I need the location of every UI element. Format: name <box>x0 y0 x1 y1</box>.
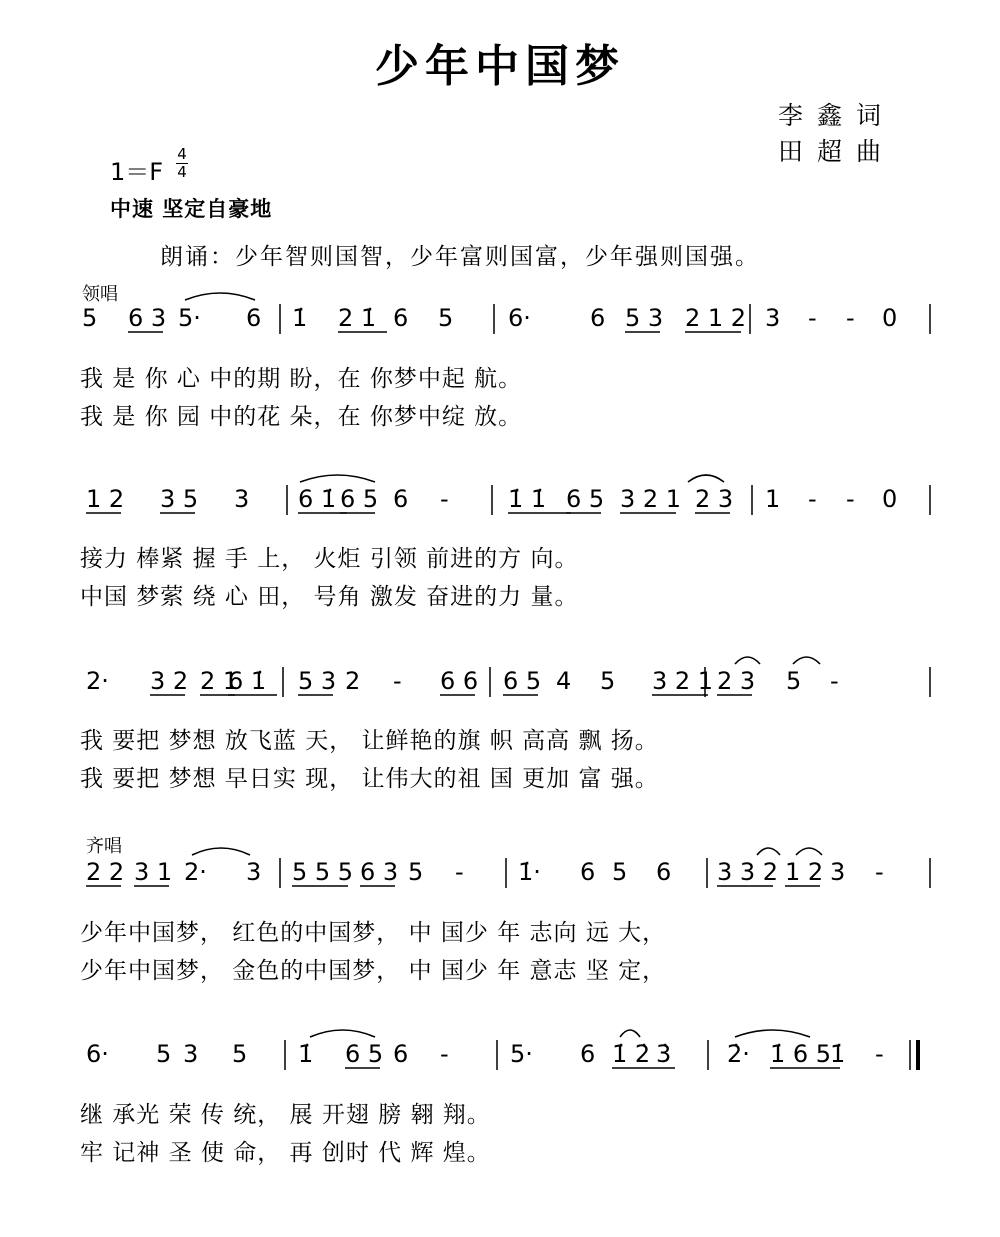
slur-arc <box>757 848 780 855</box>
note-token: 5 <box>786 667 802 695</box>
note-token: 2 1 <box>200 667 239 695</box>
note-token: 1 <box>765 485 781 513</box>
note-token: 2 1̇ <box>338 304 377 332</box>
note-token: 6 <box>393 485 409 513</box>
note-token: 4 <box>556 667 572 695</box>
note-token: 6 5 <box>345 1040 384 1068</box>
lyrics-line-5-verse-1: 继 承光 荣 传 统， 展 开翅 膀 翱 翔。 <box>80 1102 491 1128</box>
note-token: 6 <box>393 1040 409 1068</box>
slur-arc <box>796 848 822 855</box>
tempo-marking: 中速 坚定自豪地 <box>110 197 273 221</box>
lyrics-line-1-verse-2: 我 是 你 园 中的花 朵，在 你梦中绽 放。 <box>80 404 523 430</box>
note-token: - <box>440 1040 449 1068</box>
lyricist-credit: 李鑫词 <box>778 101 896 130</box>
note-token: 1 2 <box>86 485 125 513</box>
note-token: 5 3 <box>298 667 337 695</box>
time-numerator: 4 <box>177 145 187 163</box>
lyrics-line-4-verse-2: 少年中国梦， 金色的中国梦， 中 国少 年 意志 坚 定， <box>80 958 667 984</box>
note-token: 1̇ 1̇ <box>508 485 547 513</box>
note-token: 6 3 <box>128 304 167 332</box>
note-token: 5· <box>510 1040 533 1068</box>
note-token: 6 <box>246 304 262 332</box>
note-token: 0 <box>882 304 898 332</box>
note-token: 6 <box>656 858 672 886</box>
composer-credit: 田超曲 <box>778 137 896 166</box>
note-token: - <box>808 485 817 513</box>
note-token: 2 <box>345 667 361 695</box>
lyrics-line-2-verse-1: 接力 棒紧 握 手 上， 火炬 引领 前进的方 向。 <box>80 546 579 572</box>
slur-arc <box>688 475 724 482</box>
note-token: 6 <box>580 858 596 886</box>
note-token: 6 5 <box>340 485 379 513</box>
note-token: 5 <box>600 667 616 695</box>
note-token: 1̇ <box>830 1040 846 1068</box>
lyrics-line-1-verse-1: 我 是 你 心 中的期 盼，在 你梦中起 航。 <box>80 366 523 392</box>
part-label-lead: 领唱 <box>82 284 118 305</box>
note-token: 6 5 <box>503 667 542 695</box>
note-token: 3̇ <box>656 1040 672 1068</box>
note-token: 6 <box>580 1040 596 1068</box>
lyrics-line-4-verse-1: 少年中国梦， 红色的中国梦， 中 国少 年 志向 远 大， <box>80 920 667 946</box>
note-token: 1̇ <box>298 1040 314 1068</box>
note-token: 1 2 <box>785 858 824 886</box>
note-token: 5 <box>82 304 98 332</box>
slur-arc <box>620 1030 640 1037</box>
slur-arc <box>735 1030 810 1037</box>
note-token: 1̇· <box>518 858 541 886</box>
part-label-chorus: 齐唱 <box>86 836 122 857</box>
lyrics-line-3-verse-1: 我 要把 梦想 放飞蓝 天， 让鲜艳的旗 帜 高高 飘 扬。 <box>80 728 659 754</box>
note-token: 6 <box>590 304 606 332</box>
note-token: 2· <box>184 858 207 886</box>
note-token: 1̇ 6 5 <box>770 1040 832 1068</box>
note-token: 2 3 <box>695 485 734 513</box>
lyrics-line-5-verse-2: 牢 记神 圣 使 命， 再 创时 代 辉 煌。 <box>80 1140 491 1166</box>
note-token: 3 2 <box>150 667 189 695</box>
note-token: - <box>830 667 839 695</box>
slur-arc <box>793 657 820 664</box>
note-token: 3 <box>830 858 846 886</box>
note-token: 2 2 <box>86 858 125 886</box>
note-token: 5 <box>612 858 628 886</box>
key-signature: 1＝F <box>110 158 164 186</box>
note-token: 6 1̇ <box>228 667 267 695</box>
slur-arc <box>300 475 375 482</box>
note-token: 6 1̇ <box>298 485 337 513</box>
note-token: 3 3 2 <box>717 858 779 886</box>
note-token: 5 <box>156 1040 172 1068</box>
song-title: 少年中国梦 <box>375 41 625 92</box>
note-token: - <box>875 1040 884 1068</box>
note-token: 5 <box>408 858 424 886</box>
note-token: 0 <box>882 485 898 513</box>
note-token: 2 3 <box>717 667 756 695</box>
slur-arc <box>735 657 760 664</box>
note-token: - <box>875 858 884 886</box>
note-token: 3 2 1 <box>620 485 682 513</box>
note-token: 6· <box>86 1040 109 1068</box>
note-token: 3 1 <box>134 858 173 886</box>
note-token: - <box>393 667 402 695</box>
note-token: 3 2 1 <box>652 667 714 695</box>
lyrics-line-3-verse-2: 我 要把 梦想 早日实 现， 让伟大的祖 国 更加 富 强。 <box>80 766 659 792</box>
note-token: 2 1 2 <box>685 304 747 332</box>
note-token: 2· <box>86 667 109 695</box>
note-token: 3 <box>765 304 781 332</box>
note-token: - <box>455 858 464 886</box>
note-token: 3 <box>234 485 250 513</box>
recitation-text: 朗诵：少年智则国智，少年富则国富，少年强则国强。 <box>160 244 760 270</box>
note-token: 5· <box>178 304 201 332</box>
note-token: 5 3 <box>625 304 664 332</box>
note-token: 1̇ 2̇ <box>612 1040 651 1068</box>
note-token: 6 3 <box>360 858 399 886</box>
note-token: - <box>808 304 817 332</box>
note-token: 6 <box>393 304 409 332</box>
note-token: - <box>440 485 449 513</box>
note-token: 1̇ <box>292 304 308 332</box>
slur-arc <box>192 848 250 855</box>
note-token: 5 <box>438 304 454 332</box>
time-denominator: 4 <box>177 163 187 181</box>
note-token: 5 5 5 <box>292 858 354 886</box>
note-token: 2̇· <box>727 1040 750 1068</box>
note-token: 3 <box>246 858 262 886</box>
note-token: 5 <box>232 1040 248 1068</box>
note-token: 3 5 <box>160 485 199 513</box>
note-token: 6 5 <box>566 485 605 513</box>
note-token: 3 <box>183 1040 199 1068</box>
note-token: 6 6 <box>440 667 479 695</box>
slur-arc <box>185 293 255 300</box>
note-token: - <box>846 485 855 513</box>
note-token: 6· <box>508 304 531 332</box>
note-token: - <box>846 304 855 332</box>
slur-arc <box>310 1030 375 1037</box>
lyrics-line-2-verse-2: 中国 梦萦 绕 心 田， 号角 激发 奋进的力 量。 <box>80 584 579 610</box>
